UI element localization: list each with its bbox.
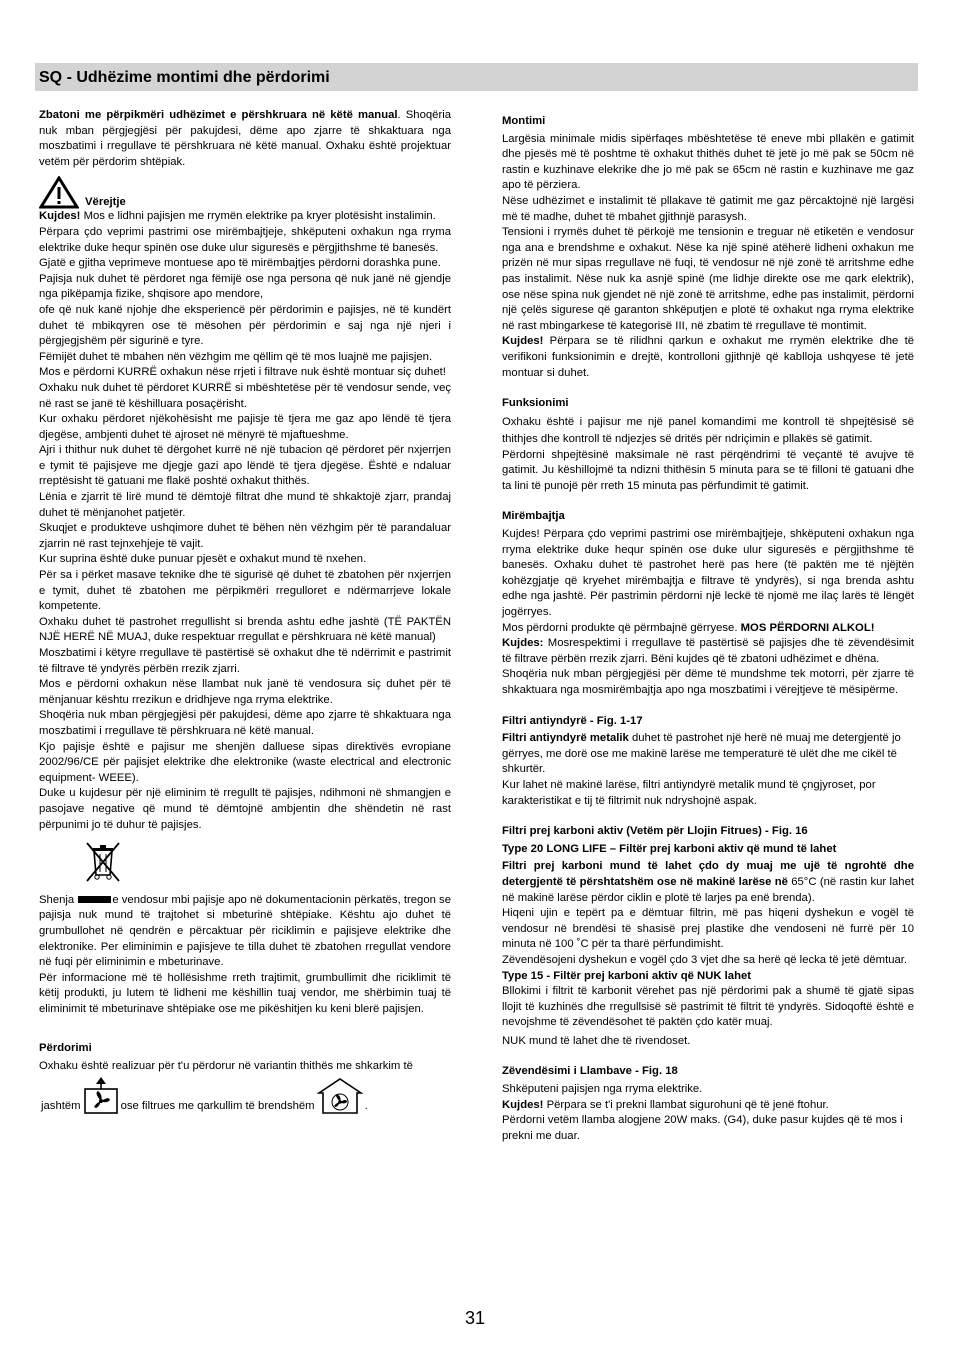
paragraph: Largësia minimale midis sipërfaqes mbështetëse të eneve mbi pllakën e gatimit dhe pjesës më të poshtme të oxhakut thithës duhet të jetë jo më pak se 50cm në rastin e kuzhinave elekrike dhe jo më pak se 65cm në rastin e kuzhinave me gaz apo të përziera.: [502, 132, 914, 192]
paragraph: Filtri prej karboni mund të lahet çdo dy muaj me ujë të ngrohtë dhe detergjentë të përshtatshëm ose në makinë larëse në 65°C (në rastin kur lahet në makinë larëse përdor ciklin e plotë të larjes pa enë brenda).: [502, 860, 915, 904]
paragraph: Skuqjet e produkteve ushqimore duhet të bëhen nën vëzhgim për të parandaluar zjarrin në rast tejnxehjeje të vajit.: [39, 522, 451, 550]
weee-bar-icon: [78, 896, 111, 903]
paragraph: ofe që nuk kanë njohje dhe eksperiencë për përdorimin e pajisjes, në të kundërt duhet të mbikqyren ose të mësohen për përdorimin e saj nga një njeri i përgjegjshëm për sigurinë e tyre.: [39, 303, 451, 348]
intro-paragraph: Zbatoni me përpikmëri udhëzimet e përshkruara në këtë manual. Shoqëria nuk mban përgjegjësi për pakujdesi, dëme apo zjarre të shkaktuara nga moszbatimi i rregullave të përshkruara në këtë manual. Oxhaku është projektuar vetëm për përdorim shtëpiak.: [39, 109, 451, 168]
paragraph: NUK mund të lahet dhe të rivendoset.: [502, 1034, 691, 1047]
paragraph: Oxhaku është realizuar për t'u përdorur në variantin thithës me shkarkim të: [39, 1060, 413, 1073]
house-fan-recirculation-icon: [317, 1077, 363, 1115]
paragraph: Oxhaku është i pajisur me një panel komandimi me kontroll të shpejtësisë së thithjes dhe kontroll të ndjezjes së dritës për ndriçimin e pllakës së gatimit.: [502, 415, 914, 445]
paragraph: Zëvendësojeni dyshekun e vogël çdo 3 vjet dhe sa herë që lecka të jetë dëmtuar.: [502, 953, 908, 966]
paragraph: Kujdes! Përpara se t'i prekni llambat sigurohuni që të jenë ftohur.: [502, 1098, 829, 1111]
paragraph: Kur lahet në makinë larëse, filtri antiyndyrë metalik mund të çngjyroset, por karakteristikat e tij të filtrimit nuk ndryshojnë aspak.: [502, 778, 876, 807]
warning-heading: Vërejtje: [39, 176, 451, 209]
paragraph: Përdorni vetëm llamba alogjene 20W maks. (G4), duke pasur kujdes që të mos i prekni me duar.: [502, 1114, 903, 1142]
paragraph: Pajisja nuk duhet të përdoret nga fëmijë ose nga persona që nuk janë në gjendje nga pikëpamja fizike, shqisore apo mendore,: [39, 272, 451, 301]
paragraph: Kjo pajisje është e pajisur me shenjën dalluese sipas direktivës evropiane 2002/96/CE për pajisjet elektrike dhe elektronike (waste electrical and electronic equipment- WEEE).: [39, 740, 451, 784]
paragraph: Kujdes! Përpara çdo veprimi pastrimi ose mirëmbajtjeje, shkëputeni oxhakun nga rryma elektrike duke hequr spinën ose duke ulur siguresës e përgjithshme të banesës. Oxhaku duhet të pastrohet herë pas here (të paktën me të njëjtën kohëzgjatje që kryehet mirëmbajtja e filtrave të yndyrës), si nga brenda ashtu edhe nga jashtë. Për pastrimin përdorni një leckë të njomë me ilaç larës të lëngët jogërryes.: [502, 528, 914, 619]
paragraph: Fëmijët duhet të mbahen nën vëzhgim me qëllim që të mos luajnë me pajisjen.: [39, 350, 433, 363]
paragraph: Shoqëria nuk mban përgjegjësi për dëme të mundshme tek motorri, për zjarre të shkaktuara nga mosmirëmbajtja apo nga moszbatimi i vërejtjeve të mësipërme.: [502, 668, 914, 696]
warning-paragraph: Kujdes! Mos e lidhni pajisjen me rrymën elektrike pa kryer plotësisht instalimin.: [39, 210, 436, 223]
paragraph: Kujdes: Mosrespektimi i rregullave të pastërtisë së pajisjes dhe të zëvendësimit të filtrave përbën rrezik zjarri. Bëni kujdes që të zbatoni udhëzimet e dhëna.: [502, 637, 914, 665]
warning-triangle-icon: [39, 176, 79, 209]
paragraph: Mos e përdorni oxhakun nëse llambat nuk janë të vendosura siç duhet për të mënjanuar kështu rrezikun e dridhjeve nga rryma elektrike.: [39, 678, 451, 706]
paragraph: Mos përdorni produkte që përmbajnë gërryese. MOS PËRDORNI ALKOL!: [502, 621, 875, 634]
section-title-funksionimi: Funksionimi: [502, 397, 569, 410]
paragraph: Kur oxhaku përdoret njëkohësisht me pajisje të tjera me gaz apo lëndë të tjera djegëse, ambjenti duhet të ajroset në mënyrë të mjaftueshme.: [39, 413, 451, 441]
paragraph: Duke u kujdesur për një eliminim të rregullt të pajisjes, ndihmoni në shmangjen e pasojave negative që mund të dëmtojnë ambjentin dhe shëndetin në rast përpunimi jo të duhur të pajisjes.: [39, 787, 451, 831]
section-title-filtri: Filtri antiyndyrë - Fig. 1-17: [502, 714, 643, 727]
paragraph: Përpara çdo veprimi pastrimi ose mirëmbajtjeje, shkëputeni oxhakun nga rryma elektrike duke hequr spinën ose duke ulur siguresës e përgjithshme të banesës.: [39, 225, 451, 254]
paragraph: Shkëputeni pajisjen nga rryma elektrike.: [502, 1083, 703, 1096]
section-header: [35, 63, 918, 91]
paragraph: Shoqëria nuk mban përgjegjësi për pakujdesi, dëme apo zjarre të shkaktuara nga moszbatimi i rregullave të përshkruara në këtë manual.: [39, 709, 451, 737]
paragraph: Tensioni i rrymës duhet të përkojë me tensionin e treguar në etiketën e vendosur nga ana e brendshme e oxhakut. Nëse ka një spinë atëherë lidheni oxhakun me prizën në mur sipas rregullave në fuqi, të vendosur në një zonë të arritshme edhe pas instalimit. Nëse nuk ka asnjë spinë (me lidhje direkte ose me qark elektrik), ose nëse spina nuk gjendet në një zonë të arritshme, edhe pas instalimit, përdorni një çelës sigurese që garanton shkëputjen e plotë të oxhakut nga rryma elektrike në rast mbingarkese të kategorisë III, në zbatim të rregullave të montimit.: [502, 226, 914, 332]
paragraph: Për sa i përket masave teknike dhe të sigurisë që duhet të zbatohen për nxjerrjen e tymit, duhet të zbatohen me përpikmëri rregulloret e ndërmarrjeve lokale kompetente.: [39, 569, 451, 613]
section-title-montimi: Montimi: [502, 115, 546, 127]
subtitle-type15: Type 15 - Filtër prej karboni aktiv që NUK lahet: [502, 969, 752, 982]
page-number: 31: [465, 1308, 486, 1328]
paragraph: Ajri i thithur nuk duhet të dërgohet kurrë në një tubacion që përdoret për nxjerrjen e tymit të pajisjeve me djegje gazi apo lëndë të tjera djegëse. Është e ndaluar rreptësisht të gatuani me flakë poshtë oxhakut thithës.: [39, 444, 451, 488]
paragraph: Kujdes! Përpara se të rilidhni qarkun e oxhakut me rrymën elektrike dhe të verifikoni funksionimin e drejtë, kontrolloni gjithnjë që kablloja ushqyese të jetë montuar si duhet.: [502, 335, 914, 379]
section-title-mirembajtja: Mirëmbajtja: [502, 510, 565, 523]
crossed-bin-icon: [83, 839, 123, 883]
paragraph: Hiqeni ujin e tepërt pa e dëmtuar filtrin, më pas hiqeni dyshekun e vogël të vendosur në brendësi të shasisë prej plastike dhe vendoseni në furrë për 10 minuta në 100 ˚C për ta tharë përfundimisht.: [502, 907, 914, 951]
paragraph: Përdorni shpejtësinë maksimale në rast përqëndrimi të veçantë të avujve të gatimit. Ju këshillojmë ta ndizni thithësin 5 minuta para se të filloni të gatuani dhe ta lini të punojë për rreth 15 minuta pas përfundimit të gatimit.: [502, 448, 914, 492]
paragraph: Oxhaku nuk duhet të përdoret KURRË si mbështetëse për të vendosur sende, veç në rast se janë të këshilluara posaçërisht.: [39, 381, 451, 410]
paragraph: Moszbatimi i këtyre rregullave të pastërtisë së oxhakut dhe të ndërrimit e pastrimit të filtrave të yndyrës përbën rrezik zjarri.: [39, 647, 451, 675]
section-title-llamba: Zëvendësimi i Llambave - Fig. 18: [502, 1065, 678, 1078]
right-column: [502, 108, 914, 1144]
paragraph: Kur suprina është duke punuar pjesët e oxhakut mund të nxehen.: [39, 553, 367, 566]
section-title-perdorimi: Përdorimi: [39, 1042, 92, 1055]
paragraph: Filtri antiyndyrë metalik duhet të pastrohet një herë në muaj me detergjentë jo gërryes, me dorë ose me makinë larëse me temperaturë të ulët dhe me cikël të shkurtër.: [502, 732, 901, 776]
subtitle-type20: Type 20 LONG LIFE – Filtër prej karboni aktiv që mund të lahet: [502, 842, 837, 855]
paragraph: Mos e përdorni KURRË oxhakun nëse rrjeti i filtrave nuk është montuar siç duhet!: [39, 366, 446, 379]
paragraph: Nëse udhëzimet e instalimit të pllakave të gatimit me gaz përcaktojnë një largësi më të madhe, duhet të mbahet gjithnjë parasysh.: [502, 194, 914, 223]
left-column: [39, 108, 451, 1115]
weee-paragraph: Shenja e vendosur mbi pajisje apo në dokumentacionin përkatës, tregon se pajisja nuk mund të trajtohet si mbeturinë shtëpiake. Kështu ajo duhet të grumbullohet në qendrën e përcaktuar për riciklimin e pajisjeve elektrike dhe elektronike. Per eliminimin e pajisjeve te tilla duhet të zbatohen rregullat vendore në fuqi për eliminimin e mbeturinave.: [39, 893, 451, 969]
house-fan-exhaust-icon: [83, 1077, 119, 1115]
usage-icons-line: jashtëm ose filtrues me qarkullim të brendshëm .: [39, 1077, 451, 1115]
paragraph: Oxhaku duhet të pastrohet rregullisht si brenda ashtu edhe jashtë (TË PAKTËN NJË HERË NË MUAJ, duke respektuar rregullat e përshkruara në këtë manual): [39, 615, 451, 644]
paragraph: Bllokimi i filtrit të karbonit vërehet pas një përdorimi pak a shumë të gjatë sipas llojit të kuzhinës dhe rregullsisë së pastrimit të filtrit të yndyrës. Sidoqoftë është e nevojshme të zëvendësohet të paktën çdo katër muaj.: [502, 985, 914, 1029]
page-title: SQ - Udhëzime montimi dhe përdorimi: [39, 69, 330, 86]
section-title-karboni: Filtri prej karboni aktiv (Vetëm për Llojin Fitrues) - Fig. 16: [502, 825, 808, 838]
paragraph: Për informacione më të hollësishme rreth trajtimit, grumbullimit dhe riciklimit të këtij produkti, ju lutem të lidheni me këshillin tuaj vendor, me shërbimin tuaj të eliminimit të mbeturinave shtëpiake ose me pikëshitjen ku keni blerë pajisjen.: [39, 971, 451, 1015]
paragraph: Lënia e zjarrit të lirë mund të dëmtojë filtrat dhe mund të shkaktojë zjarr, prandaj duhet të mënjanohet patjetër.: [39, 491, 451, 519]
paragraph: Gjatë e gjitha veprimeve montuese apo të mirëmbajtjes përdorni dorashka pune.: [39, 257, 441, 270]
